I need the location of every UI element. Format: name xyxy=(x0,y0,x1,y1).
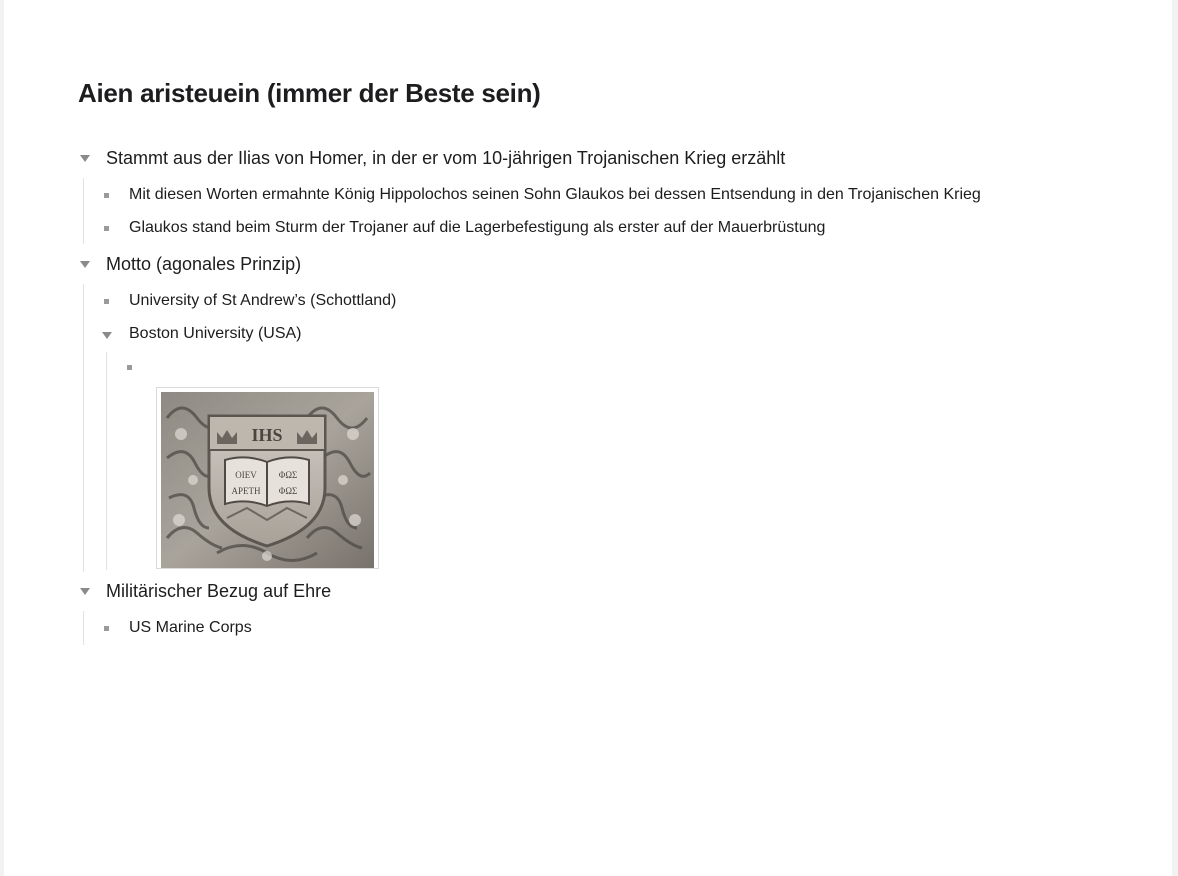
indent-guide xyxy=(83,284,84,572)
bullet-icon[interactable] xyxy=(104,226,109,231)
svg-text:IHS: IHS xyxy=(251,425,283,445)
outline-item-ilias[interactable]: Stammt aus der Ilias von Homer, in der er vom 10-jährigen Trojanischen Krieg erzählt xyxy=(106,148,786,168)
outline-item-motto[interactable]: Motto (agonales Prinzip) xyxy=(106,254,302,274)
collapse-triangle-icon[interactable] xyxy=(80,588,90,595)
crest-icon xyxy=(157,388,378,568)
svg-text:OIEV: OIEV xyxy=(235,470,257,480)
outline-subitem[interactable]: University of St Andrew’s (Schottland) xyxy=(129,292,397,309)
collapse-triangle-icon[interactable] xyxy=(80,155,90,162)
outline-subitem[interactable]: Glaukos stand beim Sturm der Trojaner auf die Lagerbefestigung als erster auf der Mauerbrüstung xyxy=(129,219,826,236)
svg-text:APETH: APETH xyxy=(231,486,261,496)
indent-guide xyxy=(83,611,84,645)
bullet-icon[interactable] xyxy=(104,299,109,304)
bullet-icon[interactable] xyxy=(104,193,109,198)
bullet-icon[interactable] xyxy=(127,365,132,370)
indent-guide xyxy=(106,352,107,570)
outline-subitem[interactable]: Mit diesen Worten ermahnte König Hippolochos seinen Sohn Glaukos bei dessen Entsendung in den Trojanischen Krieg xyxy=(129,186,981,203)
collapse-triangle-icon[interactable] xyxy=(80,261,90,268)
svg-text:ΦΩΣ: ΦΩΣ xyxy=(278,486,298,496)
indent-guide xyxy=(83,178,84,244)
boston-university-crest-image[interactable] xyxy=(156,387,379,569)
collapse-triangle-icon[interactable] xyxy=(102,332,112,339)
document-page xyxy=(4,0,1172,876)
page-title[interactable]: Aien aristeuein (immer der Beste sein) xyxy=(78,78,541,108)
outline-subitem[interactable]: US Marine Corps xyxy=(129,619,252,636)
svg-text:ΦΩΣ: ΦΩΣ xyxy=(278,470,298,480)
outline-subitem[interactable]: Boston University (USA) xyxy=(129,325,302,342)
bullet-icon[interactable] xyxy=(104,626,109,631)
outline-item-militaer[interactable]: Militärischer Bezug auf Ehre xyxy=(106,581,332,601)
